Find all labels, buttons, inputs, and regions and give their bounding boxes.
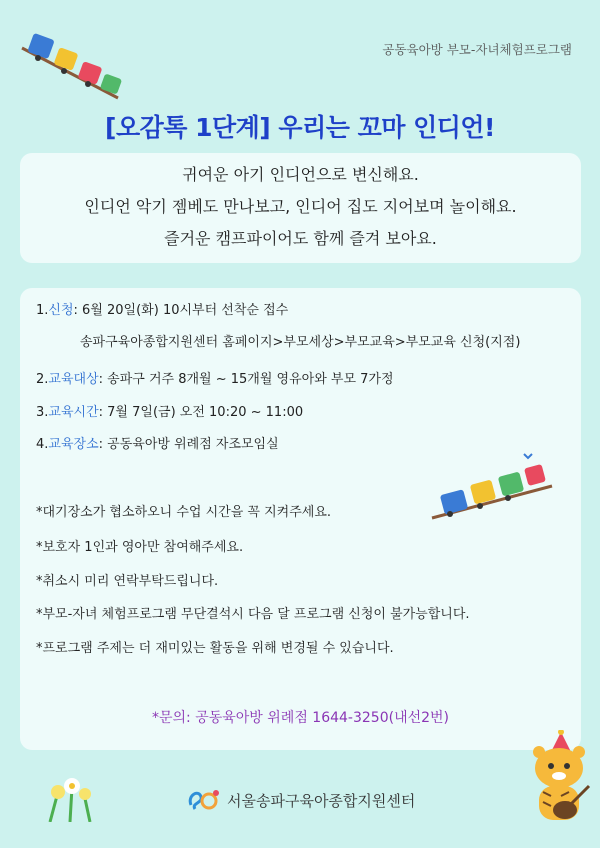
train-illustration-middle [428, 446, 558, 526]
note-item: *취소시 미리 연락부탁드립니다. [36, 574, 219, 589]
note-item: *보호자 1인과 영아만 참여해주세요. [36, 540, 244, 555]
time-row: 3.교육시간: 7월 7일(금) 오전 10:20 ~ 11:00 [36, 405, 304, 420]
place-key: 교육장소 [48, 437, 99, 452]
footer [185, 787, 415, 813]
center-logo-icon [185, 787, 221, 813]
target-key: 교육대상 [48, 372, 99, 387]
page-title: [오감톡 1단계] 우리는 꼬마 인디언! [105, 113, 495, 142]
program-category-label: 공동육아방 부모-자녀체험프로그램 [382, 42, 572, 57]
place-value: : 공동육아방 위례점 자조모임실 [98, 437, 279, 452]
tiger-mascot-illustration [525, 730, 595, 830]
intro-line: 귀여운 아기 인디언으로 변신해요. [182, 165, 419, 184]
target-row: 2.교육대상: 송파구 거주 8개월 ~ 15개월 영유아와 부모 7가정 [36, 372, 394, 387]
time-value: : 7월 7일(금) 오전 10:20 ~ 11:00 [98, 405, 304, 420]
note-item: *프로그램 주제는 더 재미있는 활동을 위해 변경될 수 있습니다. [36, 641, 394, 656]
time-key: 교육시간 [48, 405, 99, 420]
info-box [20, 288, 581, 750]
center-name: 서울송파구육아종합지원센터 [227, 791, 416, 810]
intro-line: 인디언 악기 젬베도 만나보고, 인디어 집도 지어보며 놀이해요. [84, 197, 517, 216]
apply-row: 1.신청: 6월 20일(화) 10시부터 선착순 접수 [36, 303, 289, 318]
note-item: *대기장소가 협소하오니 수업 시간을 꼭 지켜주세요. [36, 505, 332, 520]
intro-box [20, 153, 581, 263]
apply-key: 신청 [48, 303, 74, 318]
contact-info: *문의: 공동육아방 위례점 1644-3250(내선2번) [151, 710, 450, 726]
note-item: *부모-자녀 체험프로그램 무단결석시 다음 달 프로그램 신청이 불가능합니다. [36, 607, 470, 622]
apply-value: : 6월 20일(화) 10시부터 선착순 접수 [73, 303, 289, 318]
intro-line: 즐거운 캠프파이어도 함께 즐겨 보아요. [164, 229, 437, 248]
apply-method: 송파구육아종합지원센터 홈페이지>부모세상>부모교육>부모교육 신청(지점) [80, 335, 521, 350]
place-row: 4.교육장소: 공동육아방 위례점 자조모임실 [36, 437, 279, 452]
target-value: : 송파구 거주 8개월 ~ 15개월 영유아와 부모 7가정 [98, 372, 394, 387]
flower-illustration [40, 772, 110, 822]
train-illustration-top [18, 28, 128, 103]
